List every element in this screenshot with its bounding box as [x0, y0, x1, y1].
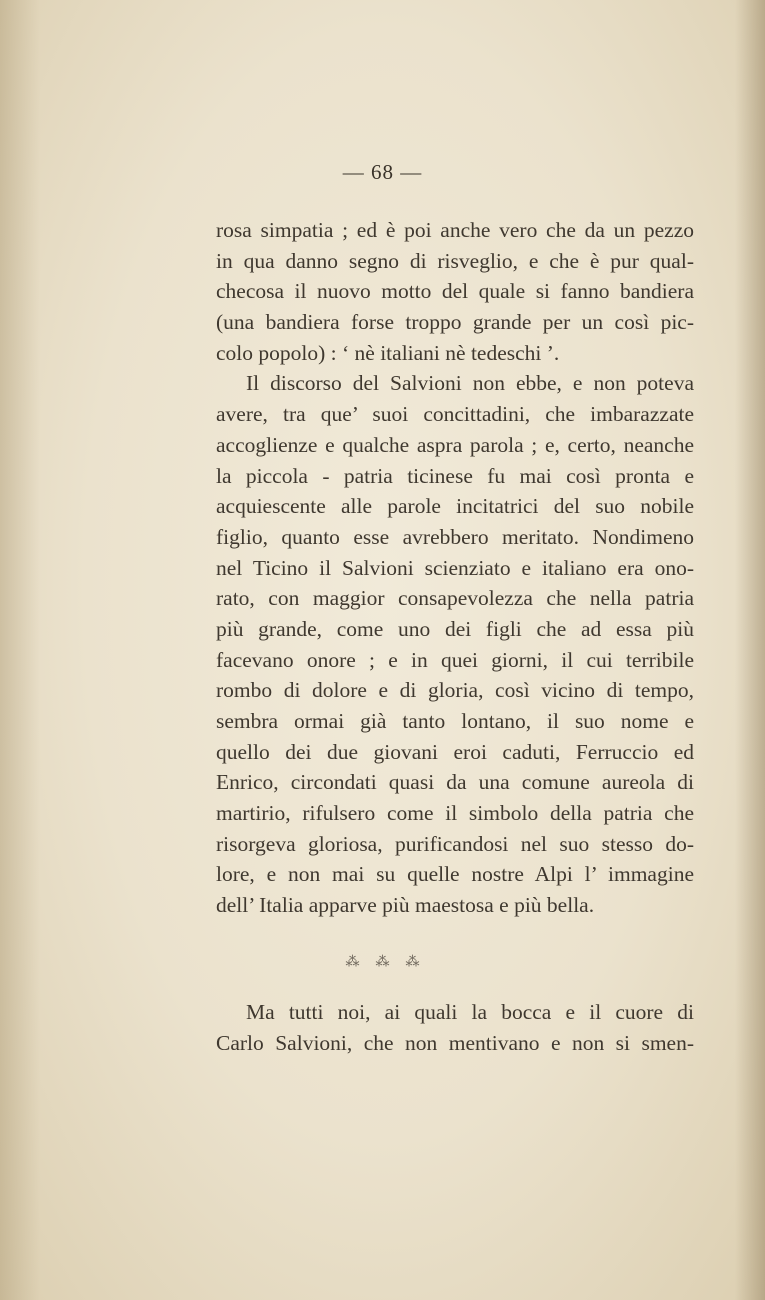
text-line: Il discorso del Salvioni non ebbe, e non poteva — [246, 371, 694, 396]
text-line: sembra ormai già tanto lontano, il suo nome e — [216, 709, 694, 733]
text-line: lore, e non mai su quelle nostre Alpi l’ immagine — [216, 862, 694, 887]
text-line: colo popolo) : ‘ nè italiani nè tedeschi ’. — [216, 340, 560, 365]
text-line: martirio, rifulsero come il simbolo della patria che — [216, 801, 694, 826]
paragraph-2 — [216, 368, 694, 920]
paragraph-3 — [216, 997, 694, 1058]
text-line: facevano onore ; e in quei giorni, il cui terribile — [216, 647, 694, 672]
text-line: quello dei due giovani eroi caduti, Ferruccio ed — [216, 739, 694, 764]
text-line: acquiescente alle parole incitatrici del suo nobile — [216, 494, 694, 519]
main-text-block — [216, 215, 694, 921]
text-line: accoglienze e qualche aspra parola ; e, certo, neanche — [216, 432, 694, 457]
text-line: dell’ Italia apparve più maestosa e più bella. — [216, 893, 595, 918]
paragraph-1 — [216, 215, 694, 368]
text-line: Ma tutti noi, ai quali la bocca e il cuore di — [246, 1000, 694, 1024]
text-line: checosa il nuovo motto del quale si fanno bandiera — [216, 279, 694, 304]
continuation-text-block — [216, 997, 694, 1058]
text-line: in qua danno segno di risveglio, e che è pur qual- — [216, 248, 694, 273]
text-line: la piccola - patria ticinese fu mai così pronta e — [216, 463, 694, 488]
text-line: Enrico, circondati quasi da una comune aureola di — [216, 770, 694, 795]
text-line: (una bandiera forse troppo grande per un così pic- — [216, 310, 694, 335]
text-line: Carlo Salvioni, che non mentivano e non si smen- — [216, 1030, 694, 1055]
text-line: avere, tra que’ suoi concittadini, che imbarazzate — [216, 402, 694, 427]
section-separator: ⁂⁂⁂ — [345, 955, 436, 970]
text-line: nel Ticino il Salvioni scienziato e italiano era ono- — [216, 555, 694, 580]
text-line: più grande, come uno dei figli che ad essa più — [216, 616, 694, 641]
text-line: figlio, quanto esse avrebbero meritato. Nondimeno — [216, 524, 694, 549]
text-line: rato, con maggior consapevolezza che nella patria — [216, 586, 694, 611]
text-line: rombo di dolore e di gloria, così vicino di tempo, — [216, 678, 694, 703]
text-line: risorgeva gloriosa, purificandosi nel suo stesso do- — [216, 831, 694, 856]
page-number: — 68 — — [342, 160, 423, 184]
text-line: rosa simpatia ; ed è poi anche vero che da un pezzo — [216, 218, 694, 242]
